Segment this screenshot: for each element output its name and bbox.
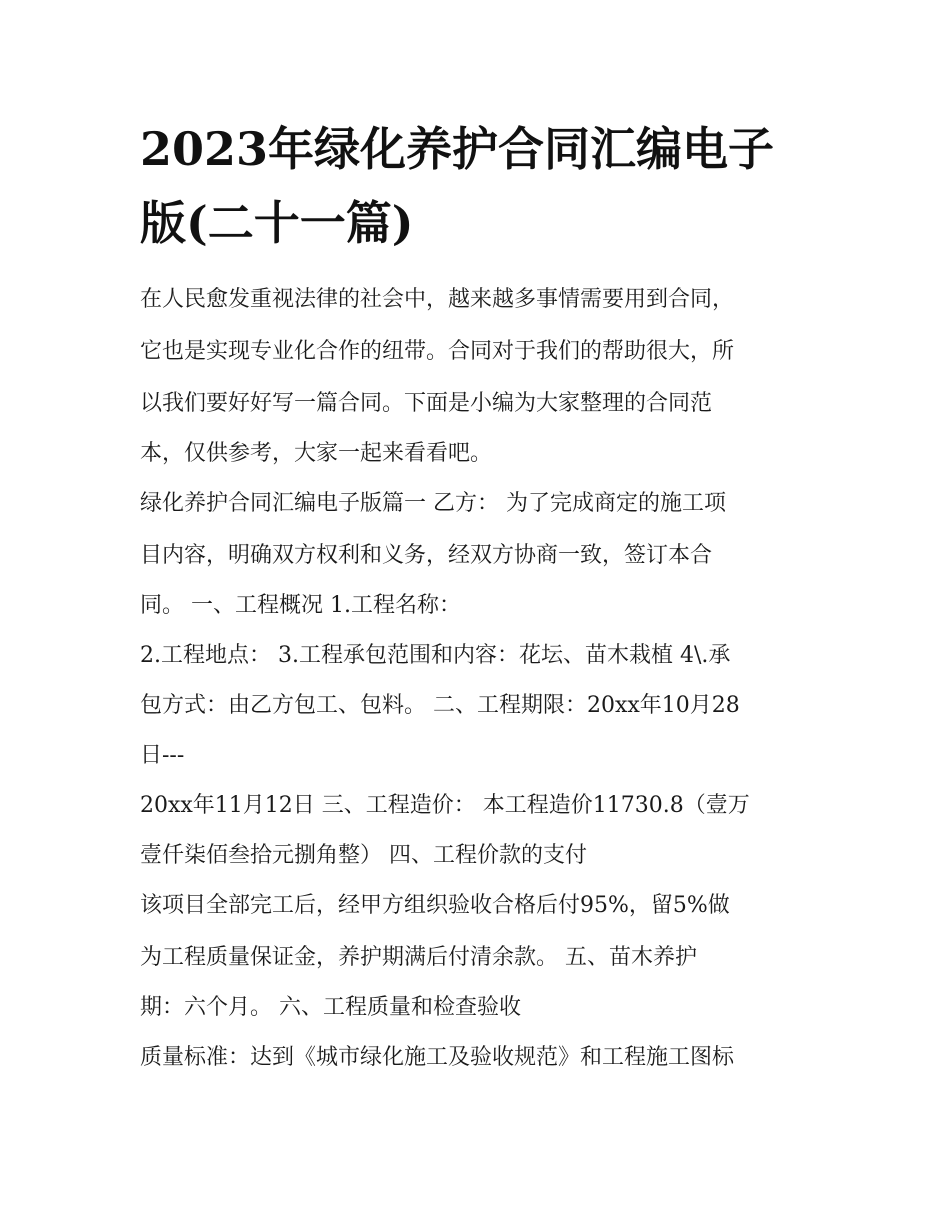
body-line: 在人民愈发重视法律的社会中，越来越多事情需要用到合同， bbox=[140, 287, 735, 312]
body-line: 为工程质量保证金，养护期满后付清余款。 五、苗木养护 bbox=[140, 945, 697, 970]
title-line-2: 版(二十一篇) bbox=[140, 196, 414, 250]
body-line: 本，仅供参考，大家一起来看看吧。 bbox=[140, 441, 493, 466]
body-line: 该项目全部完工后，经甲方组织验收合格后付95%，留5%做 bbox=[140, 893, 730, 918]
body-line: 以我们要好好写一篇合同。下面是小编为大家整理的合同范 bbox=[140, 391, 713, 416]
title-line-1: 2023年绿化养护合同汇编电子 bbox=[140, 122, 775, 176]
body-line: 日--- bbox=[140, 743, 185, 768]
body-line: 同。 一、工程概况 1.工程名称： bbox=[140, 593, 461, 618]
body-line: 目内容，明确双方权利和义务，经双方协商一致，签订本合 bbox=[140, 543, 713, 568]
body-line: 壹仟柒佰叁拾元捌角整） 四、工程价款的支付 bbox=[140, 843, 587, 868]
body-line: 质量标准：达到《城市绿化施工及验收规范》和工程施工图标 bbox=[140, 1045, 735, 1070]
body-line: 期：六个月。 六、工程质量和检查验收 bbox=[140, 995, 521, 1020]
body-line: 2.工程地点： 3.工程承包范围和内容：花坛、苗木栽植 4\.承 bbox=[140, 643, 731, 668]
body-line: 绿化养护合同汇编电子版篇一 乙方： 为了完成商定的施工项 bbox=[140, 491, 726, 516]
body-line: 20xx年11月12日 三、工程造价： 本工程造价11730.8（壹万 bbox=[140, 793, 750, 818]
body-line: 包方式：由乙方包工、包料。 二、工程期限：20xx年10月28 bbox=[140, 693, 740, 718]
body-line: 它也是实现专业化合作的纽带。合同对于我们的帮助很大，所 bbox=[140, 339, 735, 364]
document-title bbox=[140, 112, 820, 260]
